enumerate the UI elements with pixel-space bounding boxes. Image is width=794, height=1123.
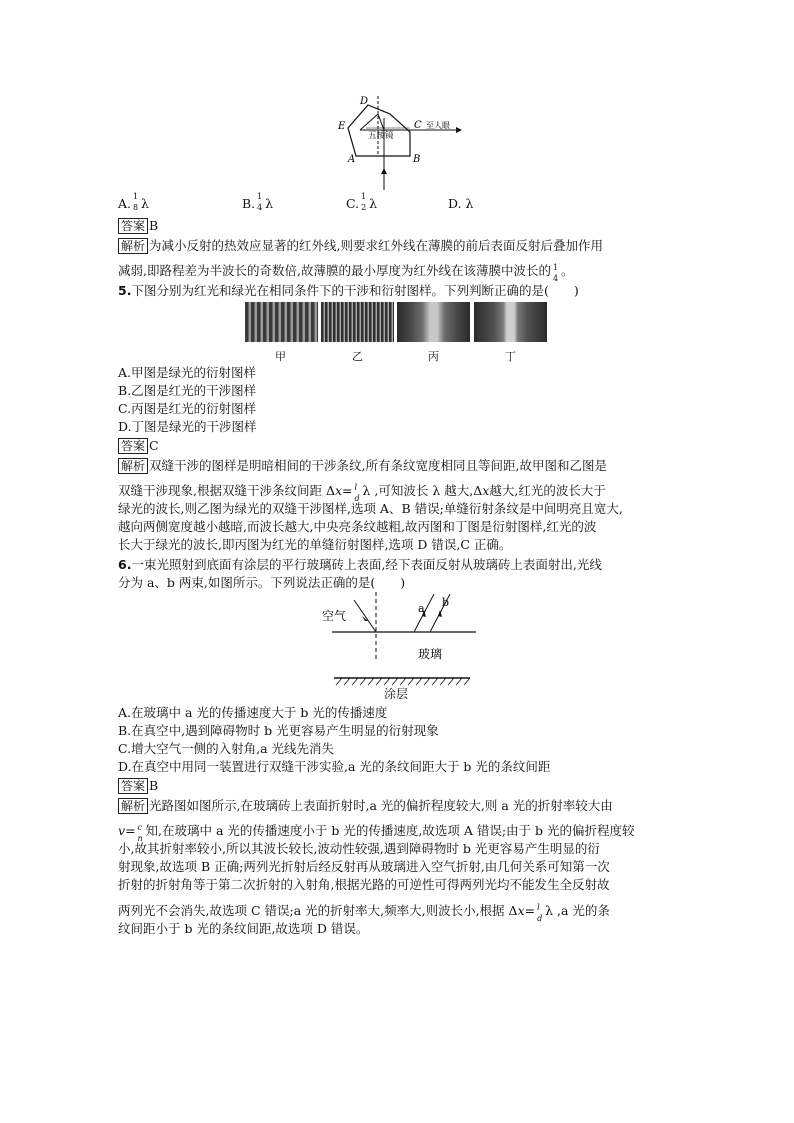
q5-analysis-line3: 绿光的波长,则乙图为绿光的双缝干涉图样,选项 A、B 错误;单缝衍射条纹是中间明亮且宽大, — [118, 501, 623, 516]
q6-analysis-line4: 射现象,故选项 B 正确;两列光折射后经反射再从玻璃进入空气折射,由几何关系可知第一次 — [118, 859, 610, 874]
label-prism: 五棱镜 — [368, 131, 394, 141]
q4-options — [118, 191, 538, 216]
q5-option-d[interactable]: D.丁图是绿光的干涉图样 — [118, 419, 257, 434]
q5-analysis-line1: 解析 双缝干涉的图样是明暗相间的干涉条纹,所有条纹宽度相同且等间距,故甲图和乙图是 — [118, 457, 678, 475]
q6-stem-line2: 分为 a、b 两束,如图所示。下列说法正确的是( ) — [118, 575, 406, 590]
q4-analysis-line2: 减弱,即路程差为半波长的奇数倍,故薄膜的最小厚度为红外线在该薄膜中波长的 1 4 。 — [118, 262, 574, 283]
q6-analysis-line2: v= c n 知,在玻璃中 a 光的传播速度小于 b 光的传播速度,故选项 A 错误;由于 b 光的偏折程度较 — [118, 822, 635, 843]
caption-bing: 丙 — [428, 350, 439, 363]
label-d: D — [360, 96, 369, 107]
label-eye: 至人眼 — [426, 121, 450, 130]
pattern-jia — [245, 302, 318, 342]
q6-answer: 答案 B — [118, 777, 678, 795]
q6-analysis-line3: 小,故其折射率较小,所以其波长较长,波动性较强,遇到障碍物时 b 光更容易产生明显的衍 — [118, 841, 600, 856]
q4-answer: 答案 B — [118, 217, 678, 235]
q4-option-d[interactable]: D. λ — [448, 196, 474, 211]
q5-option-c[interactable]: C.丙图是红光的衍射图样 — [118, 401, 257, 416]
label-ray-b: b — [442, 596, 450, 609]
q6-analysis-line6: 两列光不会消失,故选项 C 错误;a 光的折射率大,频率大,则波长小,根据 Δx= l d λ ,a 光的条 — [118, 902, 610, 923]
pattern-ding — [474, 302, 547, 342]
q5-stem: 5.下图分别为红光和绿光在相同条件下的干涉和衍射图样。下列判断正确的是( ) — [118, 283, 579, 298]
q6-analysis-line1: 解析 光路图如图所示,在玻璃砖上表面折射时,a 光的偏折程度较大,则 a 光的折射率较大由 — [118, 797, 678, 815]
q5-answer: 答案 C — [118, 437, 678, 455]
q6-option-c[interactable]: C.增大空气一侧的入射角,a 光线先消失 — [118, 741, 334, 756]
caption-ding: 丁 — [505, 350, 516, 363]
label-ray-a: a — [418, 602, 425, 615]
q6-analysis-line7: 纹间距小于 b 光的条纹间距,故选项 D 错误。 — [118, 921, 369, 936]
q4-analysis-line1: 解析 为减小反射的热效应显著的红外线,则要求红外线在薄膜的前后表面反射后叠加作用 — [118, 237, 678, 255]
label-air: 空气 — [322, 609, 347, 623]
q5-analysis-line5: 长大于绿光的波长,即丙图为红光的单缝衍射图样,选项 D 错误,C 正确。 — [118, 537, 512, 552]
q5-analysis-line4: 越向两侧宽度越小越暗,而波长越大,中央亮条纹越粗,故丙图和丁图是衍射图样,红光的波 — [118, 519, 597, 534]
q5-option-a[interactable]: A.甲图是绿光的衍射图样 — [118, 365, 257, 380]
label-a: A — [348, 154, 356, 165]
q4-option-a[interactable]: A. 1 8 λ — [118, 191, 149, 212]
q5-option-b[interactable]: B.乙图是红光的干涉图样 — [118, 383, 257, 398]
pattern-bing — [397, 302, 470, 342]
caption-jia: 甲 — [275, 350, 286, 363]
label-glass: 玻璃 — [418, 647, 443, 661]
label-b: B — [413, 154, 421, 165]
q4-option-c[interactable]: C. 1 2 λ — [346, 191, 378, 212]
q6-option-b[interactable]: B.在真空中,遇到障碍物时 b 光更容易产生明显的衍射现象 — [118, 723, 439, 738]
q6-analysis-line5: 折射的折射角等于第二次折射的入射角,根据光路的可逆性可得两列光均不能发生全反射故 — [118, 877, 610, 892]
label-e: E — [338, 121, 346, 132]
label-c: C — [414, 120, 422, 131]
caption-yi: 乙 — [352, 350, 363, 363]
label-coating: 涂层 — [384, 687, 409, 701]
q6-option-a[interactable]: A.在玻璃中 a 光的传播速度大于 b 光的传播速度 — [118, 705, 388, 720]
q4-option-b[interactable]: B. 1 4 λ — [242, 191, 274, 212]
pentaprism-figure — [330, 92, 470, 192]
pattern-yi — [321, 302, 394, 342]
q6-option-d[interactable]: D.在真空中用同一装置进行双缝干涉实验,a 光的条纹间距大于 b 光的条纹间距 — [118, 759, 551, 774]
q5-analysis-line2: 双缝干涉现象,根据双缝干涉条纹间距 Δx= l d λ ,可知波长 λ 越大,Δx越大,红光的波长大于 — [118, 482, 606, 503]
q6-stem-line1: 6.一束光照射到底面有涂层的平行玻璃砖上表面,经下表面反射从玻璃砖上表面射出,光线 — [118, 557, 602, 572]
